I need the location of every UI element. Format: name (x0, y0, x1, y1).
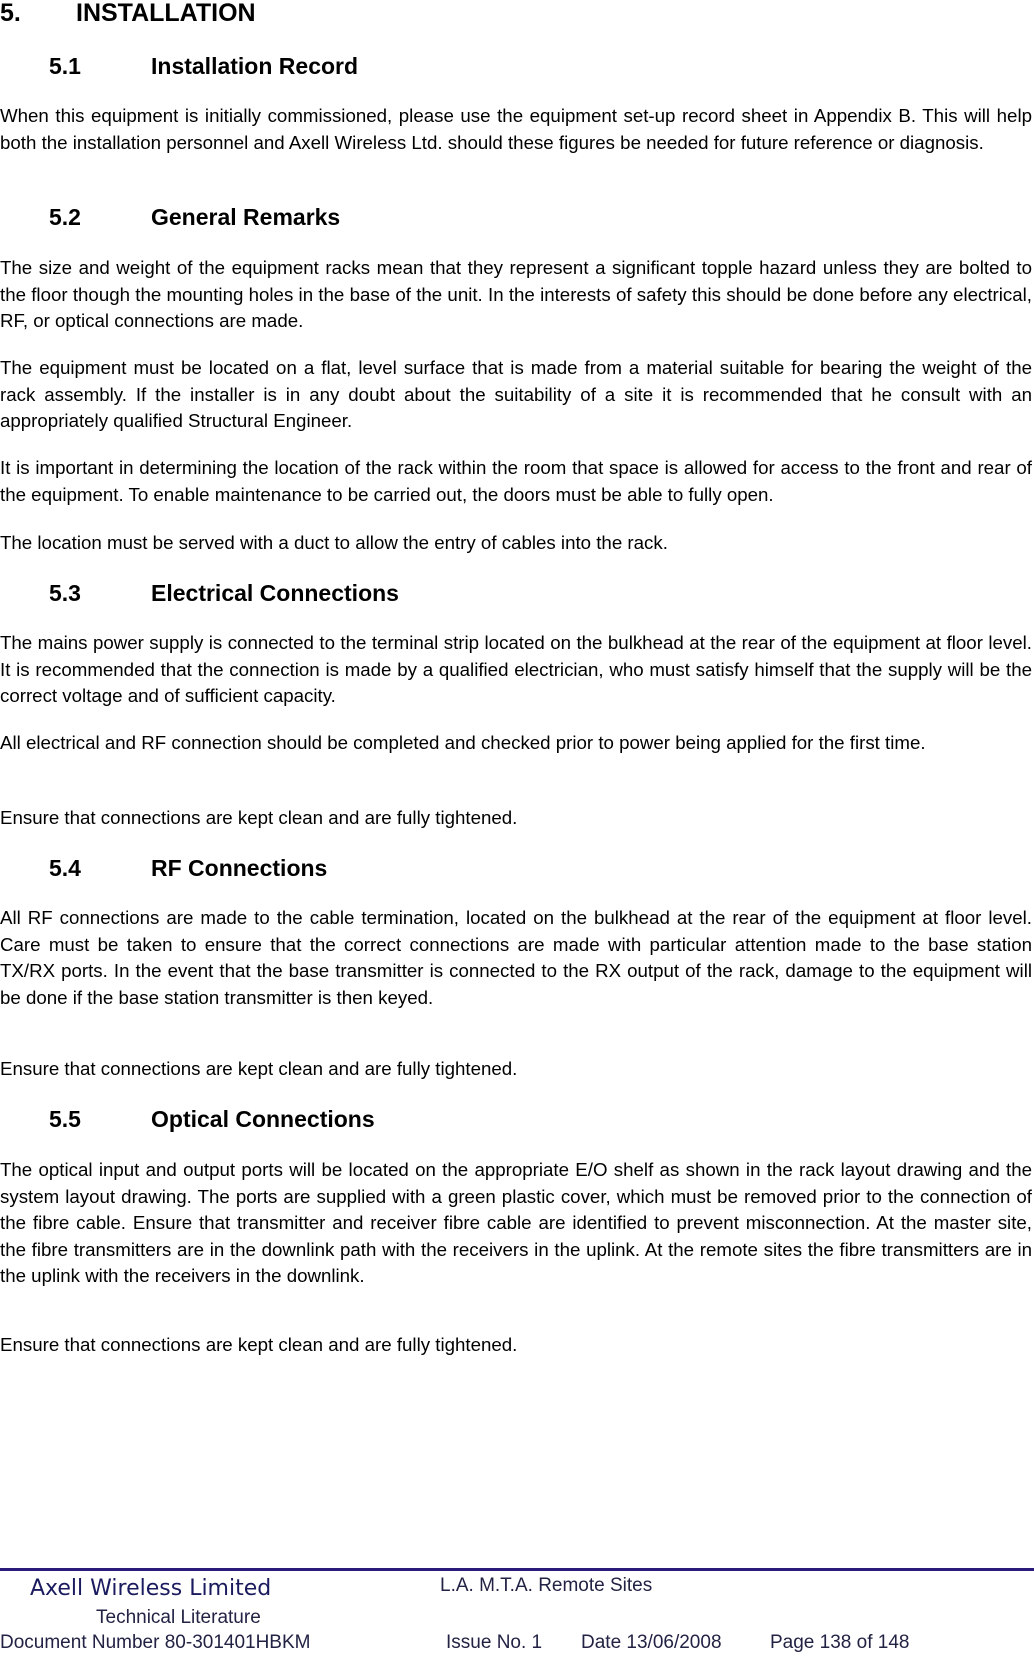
subsection-heading-5-1 (49, 53, 358, 79)
paragraph: Ensure that connections are kept clean and are fully tightened. (0, 807, 518, 828)
subsection-heading-5-2 (49, 204, 340, 230)
subsection-heading-5-5 (49, 1106, 375, 1132)
paragraph: The optical input and output ports will be located on the appropriate E/O shelf as shown in the rack layout drawing and the system layout drawing. The ports are supplied with a green plastic cover, which must be removed prior to the connection of the fibre cable. Ensure that transmitter and receiver fibre cable are identified to prevent misconnection. At the master site, the fibre transmitters are in the downlink path with the receivers in the uplink. At the remote sites the fibre transmitters are in the uplink with the receivers in the downlink. (0, 1159, 1032, 1286)
subsection-heading-5-4 (49, 855, 327, 881)
subsection-title: Optical Connections (151, 1106, 375, 1132)
subsection-title: RF Connections (151, 855, 328, 881)
paragraph: The mains power supply is connected to the terminal strip located on the bulkhead at the rear of the equipment at floor level. It is recommended that the connection is made by a qualified electrician, who must satisfy himself that the supply will be the correct voltage and of sufficient capacity. (0, 632, 1032, 706)
paragraph: All RF connections are made to the cable termination, located on the bulkhead at the rear of the equipment at floor level. Care must be taken to ensure that the correct connections are made with particular attention made to the base station TX/RX ports. In the event that the base transmitter is connected to the RX output of the rack, damage to the equipment will be done if the base station transmitter is then keyed. (0, 907, 1032, 1008)
subsection-number: 5.2 (49, 204, 81, 230)
paragraph: The equipment must be located on a flat, level surface that is made from a material suitable for bearing the weight of the rack assembly. If the installer is in any doubt about the suitability of a site it is recommended that he consult with an appropriately qualified Structural Engineer. (0, 357, 1032, 431)
subsection-number: 5.3 (49, 580, 81, 606)
paragraph: Ensure that connections are kept clean and are fully tightened. (0, 1334, 518, 1355)
document-number: Document Number 80-301401HBKM (0, 1632, 311, 1653)
paragraph: The location must be served with a duct to allow the entry of cables into the rack. (0, 532, 668, 553)
section-title: INSTALLATION (76, 0, 256, 27)
issue-number: Issue No. 1 (446, 1632, 543, 1653)
paragraph: Ensure that connections are kept clean and are fully tightened. (0, 1058, 518, 1079)
section-heading (0, 0, 256, 26)
footer-project-name: L.A. M.T.A. Remote Sites (440, 1575, 653, 1596)
paragraph: It is important in determining the location of the rack within the room that space is allowed for access to the front and rear of the equipment. To enable maintenance to be carried out, the doors must be able to fully open. (0, 457, 1032, 505)
subsection-title: General Remarks (151, 204, 341, 230)
page-number: Page 138 of 148 (770, 1632, 910, 1653)
subsection-heading-5-3 (49, 580, 399, 606)
document-date: Date 13/06/2008 (581, 1632, 722, 1653)
footer-literature-label: Technical Literature (96, 1607, 261, 1628)
footer-divider (0, 1568, 1034, 1571)
subsection-number: 5.4 (49, 855, 81, 881)
company-logo-text: Axell Wireless Limited (30, 1576, 272, 1601)
subsection-title: Installation Record (151, 53, 359, 79)
paragraph: The size and weight of the equipment racks mean that they represent a significant topple hazard unless they are bolted to the floor though the mounting holes in the base of the unit. In the interests of safety this should be done before any electrical, RF, or optical connections are made. (0, 257, 1032, 331)
paragraph: When this equipment is initially commissioned, please use the equipment set-up record sheet in Appendix B. This will help both the installation personnel and Axell Wireless Ltd. should these figures be needed for future reference or diagnosis. (0, 105, 1032, 153)
section-number: 5. (0, 0, 21, 27)
subsection-number: 5.1 (49, 53, 81, 79)
subsection-title: Electrical Connections (151, 580, 399, 606)
subsection-number: 5.5 (49, 1106, 81, 1132)
paragraph: All electrical and RF connection should be completed and checked prior to power being applied for the first time. (0, 732, 926, 753)
